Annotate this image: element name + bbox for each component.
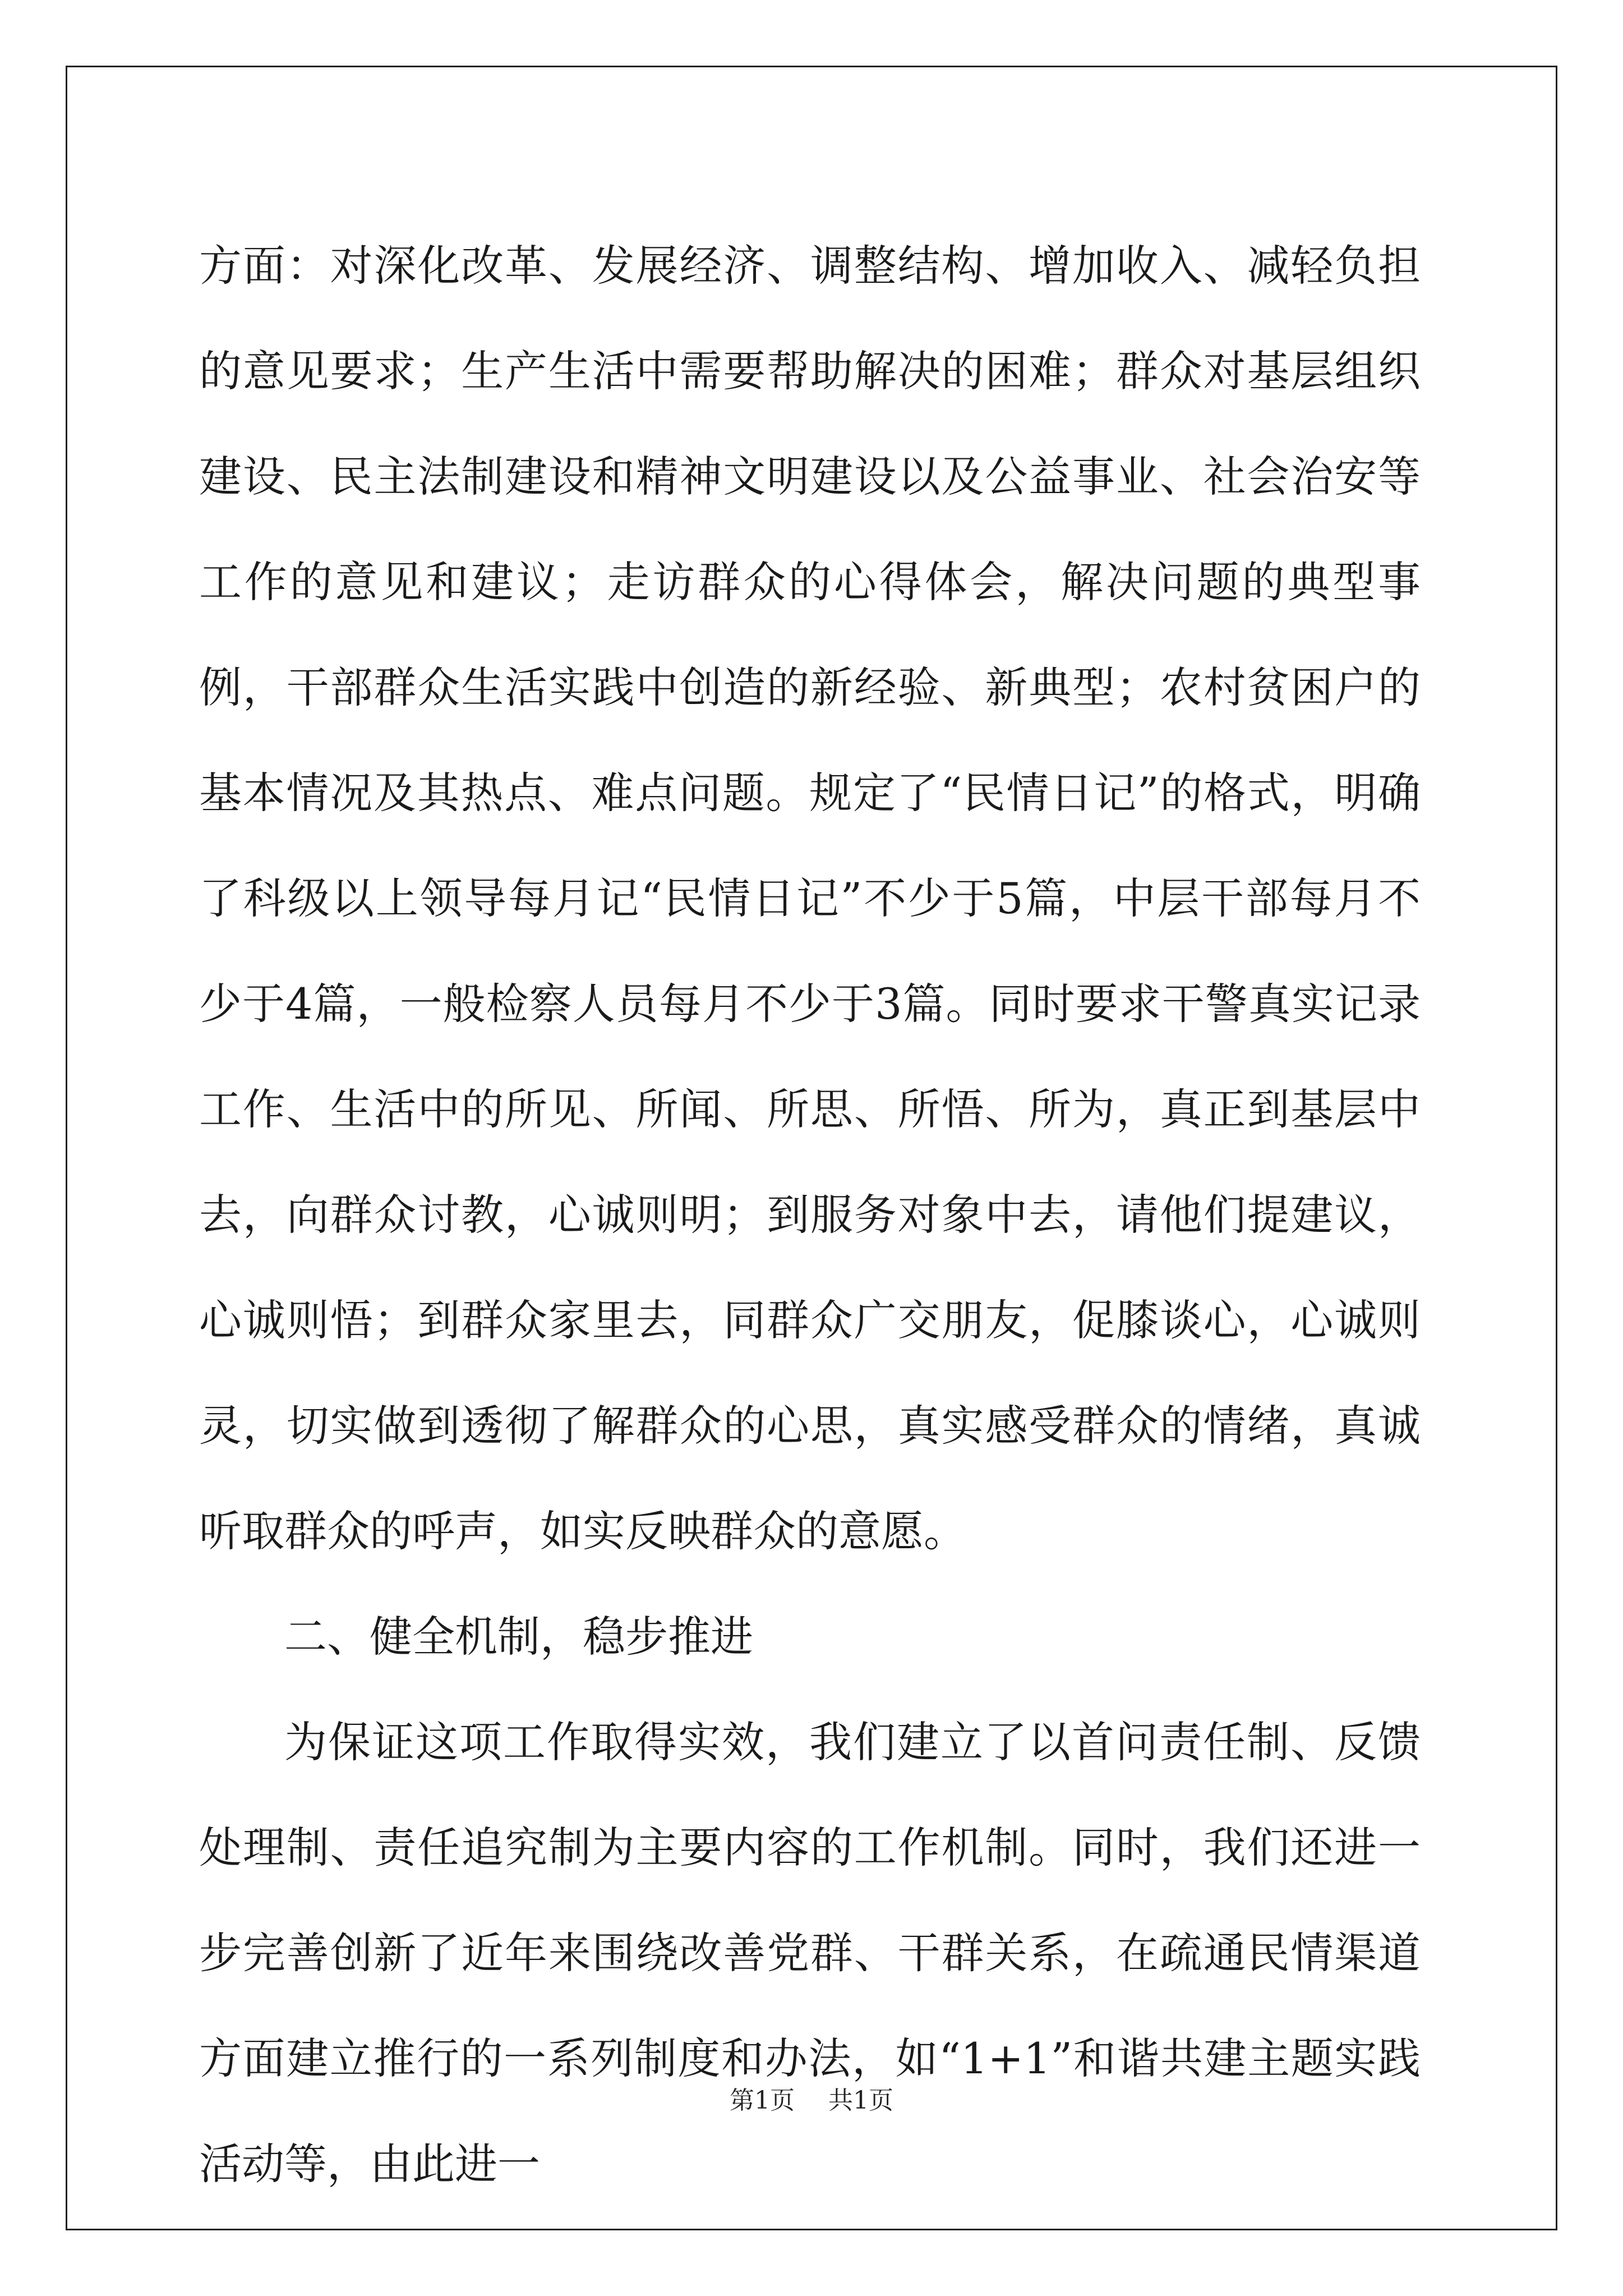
paragraph-3: 为保证这项工作取得实效，我们建立了以首问责任制、反馈处理制、责任追究制为主要内容的工作机制。同时，我们还进一步完善创新了近年来围绕改善党群、干群关系，在疏通民情渠道方面建立推行的一系列制度和办法，如“1+1”和谐共建主题实践活动等，由此进一: [199, 1717, 1421, 2189]
paragraph-1: 方面：对深化改革、发展经济、调整结构、增加收入、减轻负担的意见要求；生产生活中需要帮助解决的困难；群众对基层组织建设、民主法制建设和精神文明建设以及公益事业、社会治安等工作的意见和建议；走访群众的心得体会，解决问题的典型事例，干部群众生活实践中创造的新经验、新典型；农村贫困户的基本情况及其热点、难点问题。规定了“民情日记”的格式，明确了科级以上领导每月记“民情日记”不少于5篇，中层干部每月不少于4篇，一般检察人员每月不少于3篇。同时要求干警真实记录工作、生活中的所见、所闻、所思、所悟、所为，真正到基层中去，向群众讨教，心诚则明；到服务对象中去，请他们提建议，心诚则悟；到群众家里去，同群众广交朋友，促膝谈心，心诚则灵，切实做到透彻了解群众的心思，真实感受群众的情绪，真诚听取群众的呼声，如实反映群众的意愿。: [199, 241, 1421, 1556]
page-total: 共1页: [828, 2086, 893, 2115]
section-heading: 二、健全机制，稳步推进: [284, 1612, 753, 1662]
page-number: 第1页: [730, 2086, 795, 2115]
page-footer: [0, 2084, 1623, 2118]
document-body: [199, 213, 1421, 2217]
